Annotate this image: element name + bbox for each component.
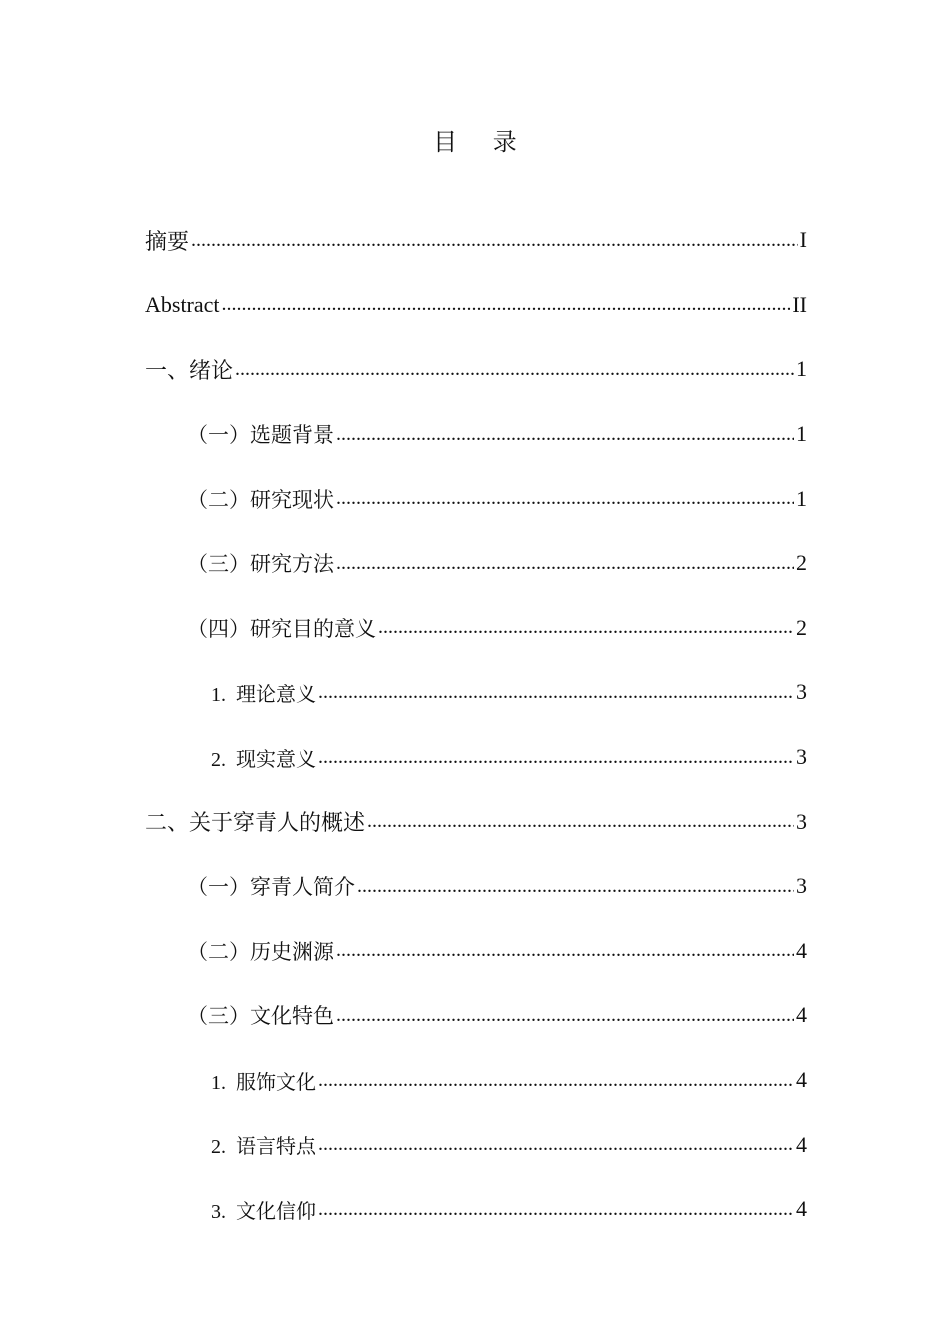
- toc-leader-dots: [336, 423, 794, 446]
- toc-leader-dots: [336, 1004, 794, 1027]
- toc-entry-subsection-2-3-3[interactable]: [145, 1177, 807, 1242]
- toc-entry-label: 摘要: [145, 229, 190, 255]
- toc-entry-label: （三）研究方法: [187, 552, 334, 577]
- toc-leader-dots: [191, 229, 798, 252]
- toc-page-number: I: [799, 227, 807, 253]
- toc-entry-label: [211, 743, 316, 772]
- toc-entry-label: [211, 678, 316, 707]
- toc-page-number: 4: [796, 1196, 807, 1222]
- toc-page-number: 4: [796, 1002, 807, 1028]
- toc-entry-text: 语言特点: [236, 1134, 316, 1159]
- toc-entry-chapter-1[interactable]: [145, 337, 807, 402]
- toc-entry-label: [211, 1130, 316, 1159]
- toc-page-number: 1: [796, 356, 807, 382]
- toc-page-number: 3: [796, 744, 807, 770]
- toc-entry-section-1-1[interactable]: [145, 402, 807, 467]
- toc-page-number: 1: [796, 485, 807, 511]
- toc-entry-section-2-1[interactable]: [145, 854, 807, 919]
- toc-leader-dots: [235, 358, 794, 381]
- toc-entry-subsection-2-3-1[interactable]: [145, 1048, 807, 1113]
- toc-entry-section-1-2[interactable]: [145, 466, 807, 531]
- toc-page-number: 2: [796, 614, 807, 640]
- toc-entry-label: （二）历史渊源: [187, 939, 334, 964]
- toc-entry-label: 二、关于穿青人的概述: [145, 811, 366, 837]
- toc-entry-subsection-1-4-1[interactable]: [145, 660, 807, 725]
- toc-entry-section-2-2[interactable]: [145, 919, 807, 984]
- toc-entry-chapter-2[interactable]: [145, 789, 807, 854]
- toc-page-number: 2: [796, 550, 807, 576]
- toc-page-number: 4: [796, 937, 807, 963]
- toc-entry-number: 1.: [211, 1071, 226, 1094]
- toc-leader-dots: [222, 293, 791, 316]
- toc-entry-number: 3.: [211, 1200, 226, 1223]
- toc-entry-section-1-3[interactable]: [145, 531, 807, 596]
- toc-entry-label: [211, 1066, 316, 1095]
- toc-page-number: 3: [796, 679, 807, 705]
- toc-entry-label: （一）选题背景: [187, 423, 334, 448]
- toc-leader-dots: [367, 810, 794, 833]
- toc-entry-text: 理论意义: [236, 681, 316, 706]
- toc-page-number: 1: [796, 421, 807, 447]
- toc-entry-label: 一、绪论: [145, 358, 234, 384]
- toc-page-number: 3: [796, 808, 807, 834]
- toc-page-number: 3: [796, 873, 807, 899]
- toc-page-number: 4: [796, 1067, 807, 1093]
- toc-leader-dots: [336, 552, 794, 575]
- toc-leader-dots: [318, 1198, 794, 1221]
- toc-entry-text: 现实意义: [236, 746, 316, 771]
- toc-entry-abstract-en[interactable]: [145, 273, 807, 338]
- toc-entry-label: （一）穿青人简介: [187, 875, 355, 900]
- page-title: 目 录: [433, 128, 531, 156]
- toc-leader-dots: [336, 939, 794, 962]
- table-of-contents: [145, 208, 807, 1242]
- toc-entry-abstract-cn[interactable]: [145, 208, 807, 273]
- toc-leader-dots: [318, 1069, 794, 1092]
- toc-entry-subsection-1-4-2[interactable]: [145, 725, 807, 790]
- toc-entry-subsection-2-3-2[interactable]: [145, 1112, 807, 1177]
- toc-entry-text: 文化信仰: [236, 1198, 316, 1223]
- toc-entry-label: （三）文化特色: [187, 1004, 334, 1029]
- toc-entry-label: （四）研究目的意义: [187, 616, 376, 641]
- toc-entry-number: 1.: [211, 683, 226, 706]
- toc-entry-number: 2.: [211, 1136, 226, 1159]
- toc-leader-dots: [318, 1133, 794, 1156]
- toc-entry-section-1-4[interactable]: [145, 596, 807, 661]
- toc-entry-label: [211, 1195, 316, 1224]
- toc-entry-number: 2.: [211, 748, 226, 771]
- toc-entry-section-2-3[interactable]: [145, 983, 807, 1048]
- toc-entry-text: 服饰文化: [236, 1069, 316, 1094]
- toc-entry-label: （二）研究现状: [187, 487, 334, 512]
- toc-leader-dots: [336, 487, 794, 510]
- toc-leader-dots: [318, 746, 794, 769]
- toc-leader-dots: [318, 681, 794, 704]
- toc-leader-dots: [357, 875, 794, 898]
- toc-page-number: 4: [796, 1131, 807, 1157]
- toc-leader-dots: [378, 616, 794, 639]
- toc-entry-label: Abstract: [145, 291, 220, 317]
- toc-page-number: II: [792, 291, 807, 317]
